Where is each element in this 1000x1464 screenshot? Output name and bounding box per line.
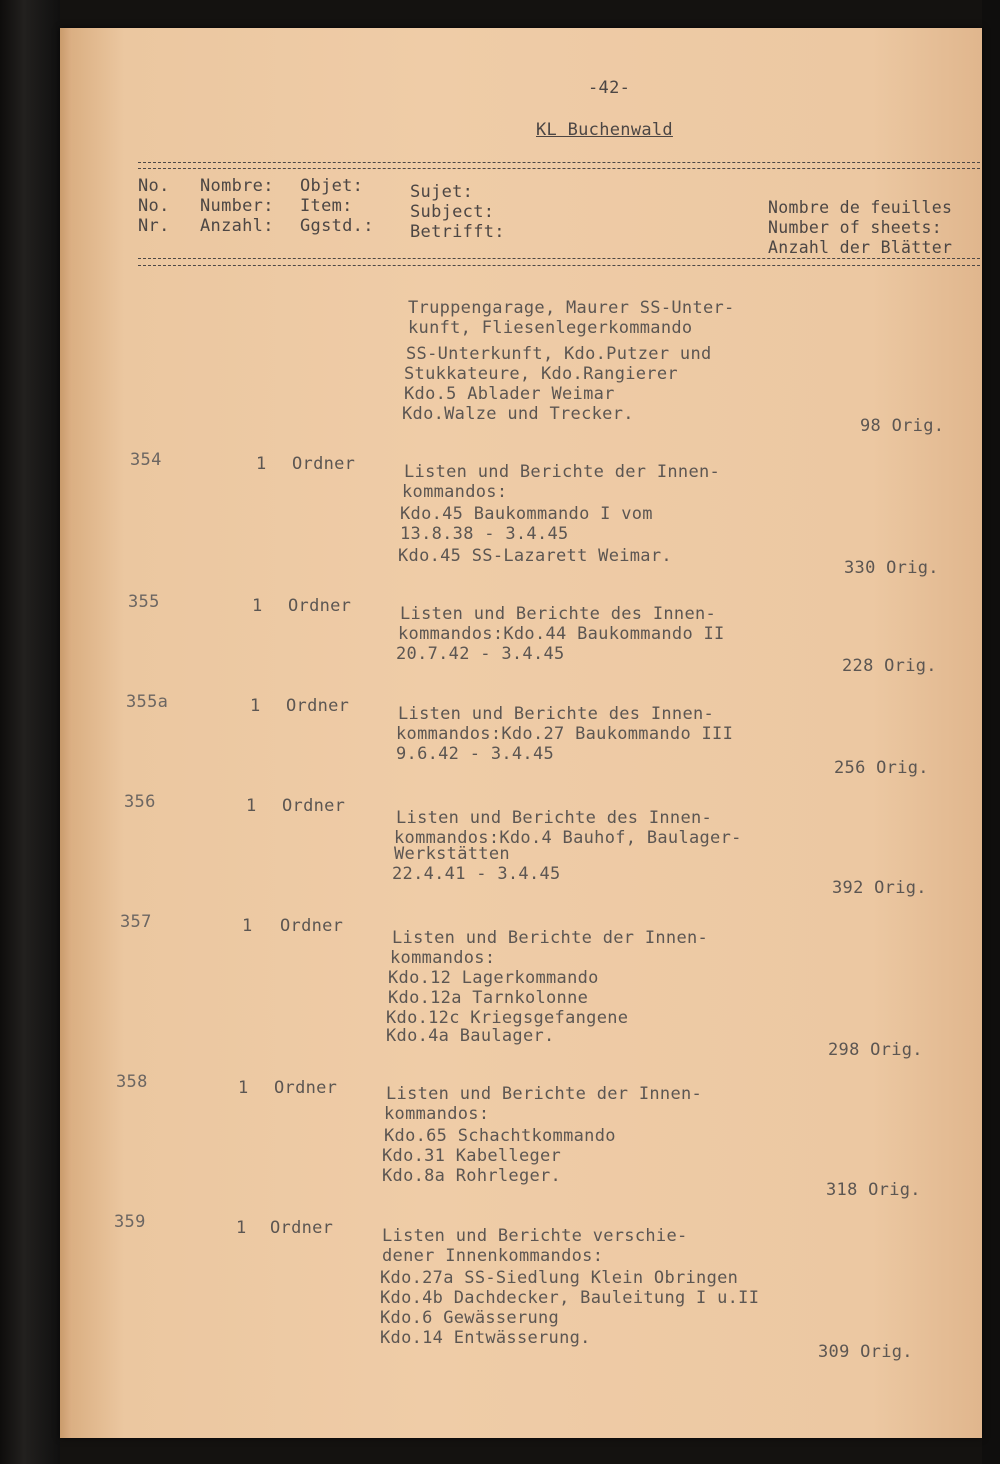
background-dark xyxy=(0,0,60,1464)
sheet-count: 392 Orig. xyxy=(832,878,927,898)
record-item: Ordner xyxy=(274,1078,338,1098)
record-number: 356 xyxy=(124,792,156,812)
sheet-count: 298 Orig. xyxy=(828,1040,923,1060)
sheet-count: 309 Orig. xyxy=(818,1342,913,1362)
header-rule-bottom xyxy=(138,258,980,259)
sheet-count: 256 Orig. xyxy=(834,758,929,778)
sheet-count: 330 Orig. xyxy=(844,558,939,578)
header-rule-top-2 xyxy=(138,168,980,169)
record-number: 357 xyxy=(120,912,152,932)
document-title: KL Buchenwald xyxy=(536,120,673,140)
record-item: Ordner xyxy=(288,596,352,616)
record-item: Ordner xyxy=(270,1218,334,1238)
sheet-count: 318 Orig. xyxy=(826,1180,921,1200)
record-count: 1 xyxy=(236,1218,247,1238)
record-number: 355 xyxy=(128,592,160,612)
record-item: Ordner xyxy=(280,916,344,936)
background-dark-right xyxy=(982,0,1000,1464)
sheet-count: 228 Orig. xyxy=(842,656,937,676)
sheet-count: 98 Orig. xyxy=(860,416,945,436)
record-count: 1 xyxy=(250,696,261,716)
record-item: Ordner xyxy=(292,454,356,474)
page-number: -42- xyxy=(588,78,631,98)
record-number: 358 xyxy=(116,1072,148,1092)
record-count: 1 xyxy=(252,596,263,616)
header-rule-bottom-2 xyxy=(138,265,980,266)
record-item: Ordner xyxy=(286,696,350,716)
record-count: 1 xyxy=(256,454,267,474)
record-number: 354 xyxy=(130,450,162,470)
page-binding-edge xyxy=(60,28,72,1438)
record-number: 359 xyxy=(114,1212,146,1232)
record-count: 1 xyxy=(242,916,253,936)
record-count: 1 xyxy=(246,796,257,816)
record-count: 1 xyxy=(238,1078,249,1098)
record-item: Ordner xyxy=(282,796,346,816)
header-rule-top xyxy=(138,162,980,163)
record-number: 355a xyxy=(126,692,169,712)
